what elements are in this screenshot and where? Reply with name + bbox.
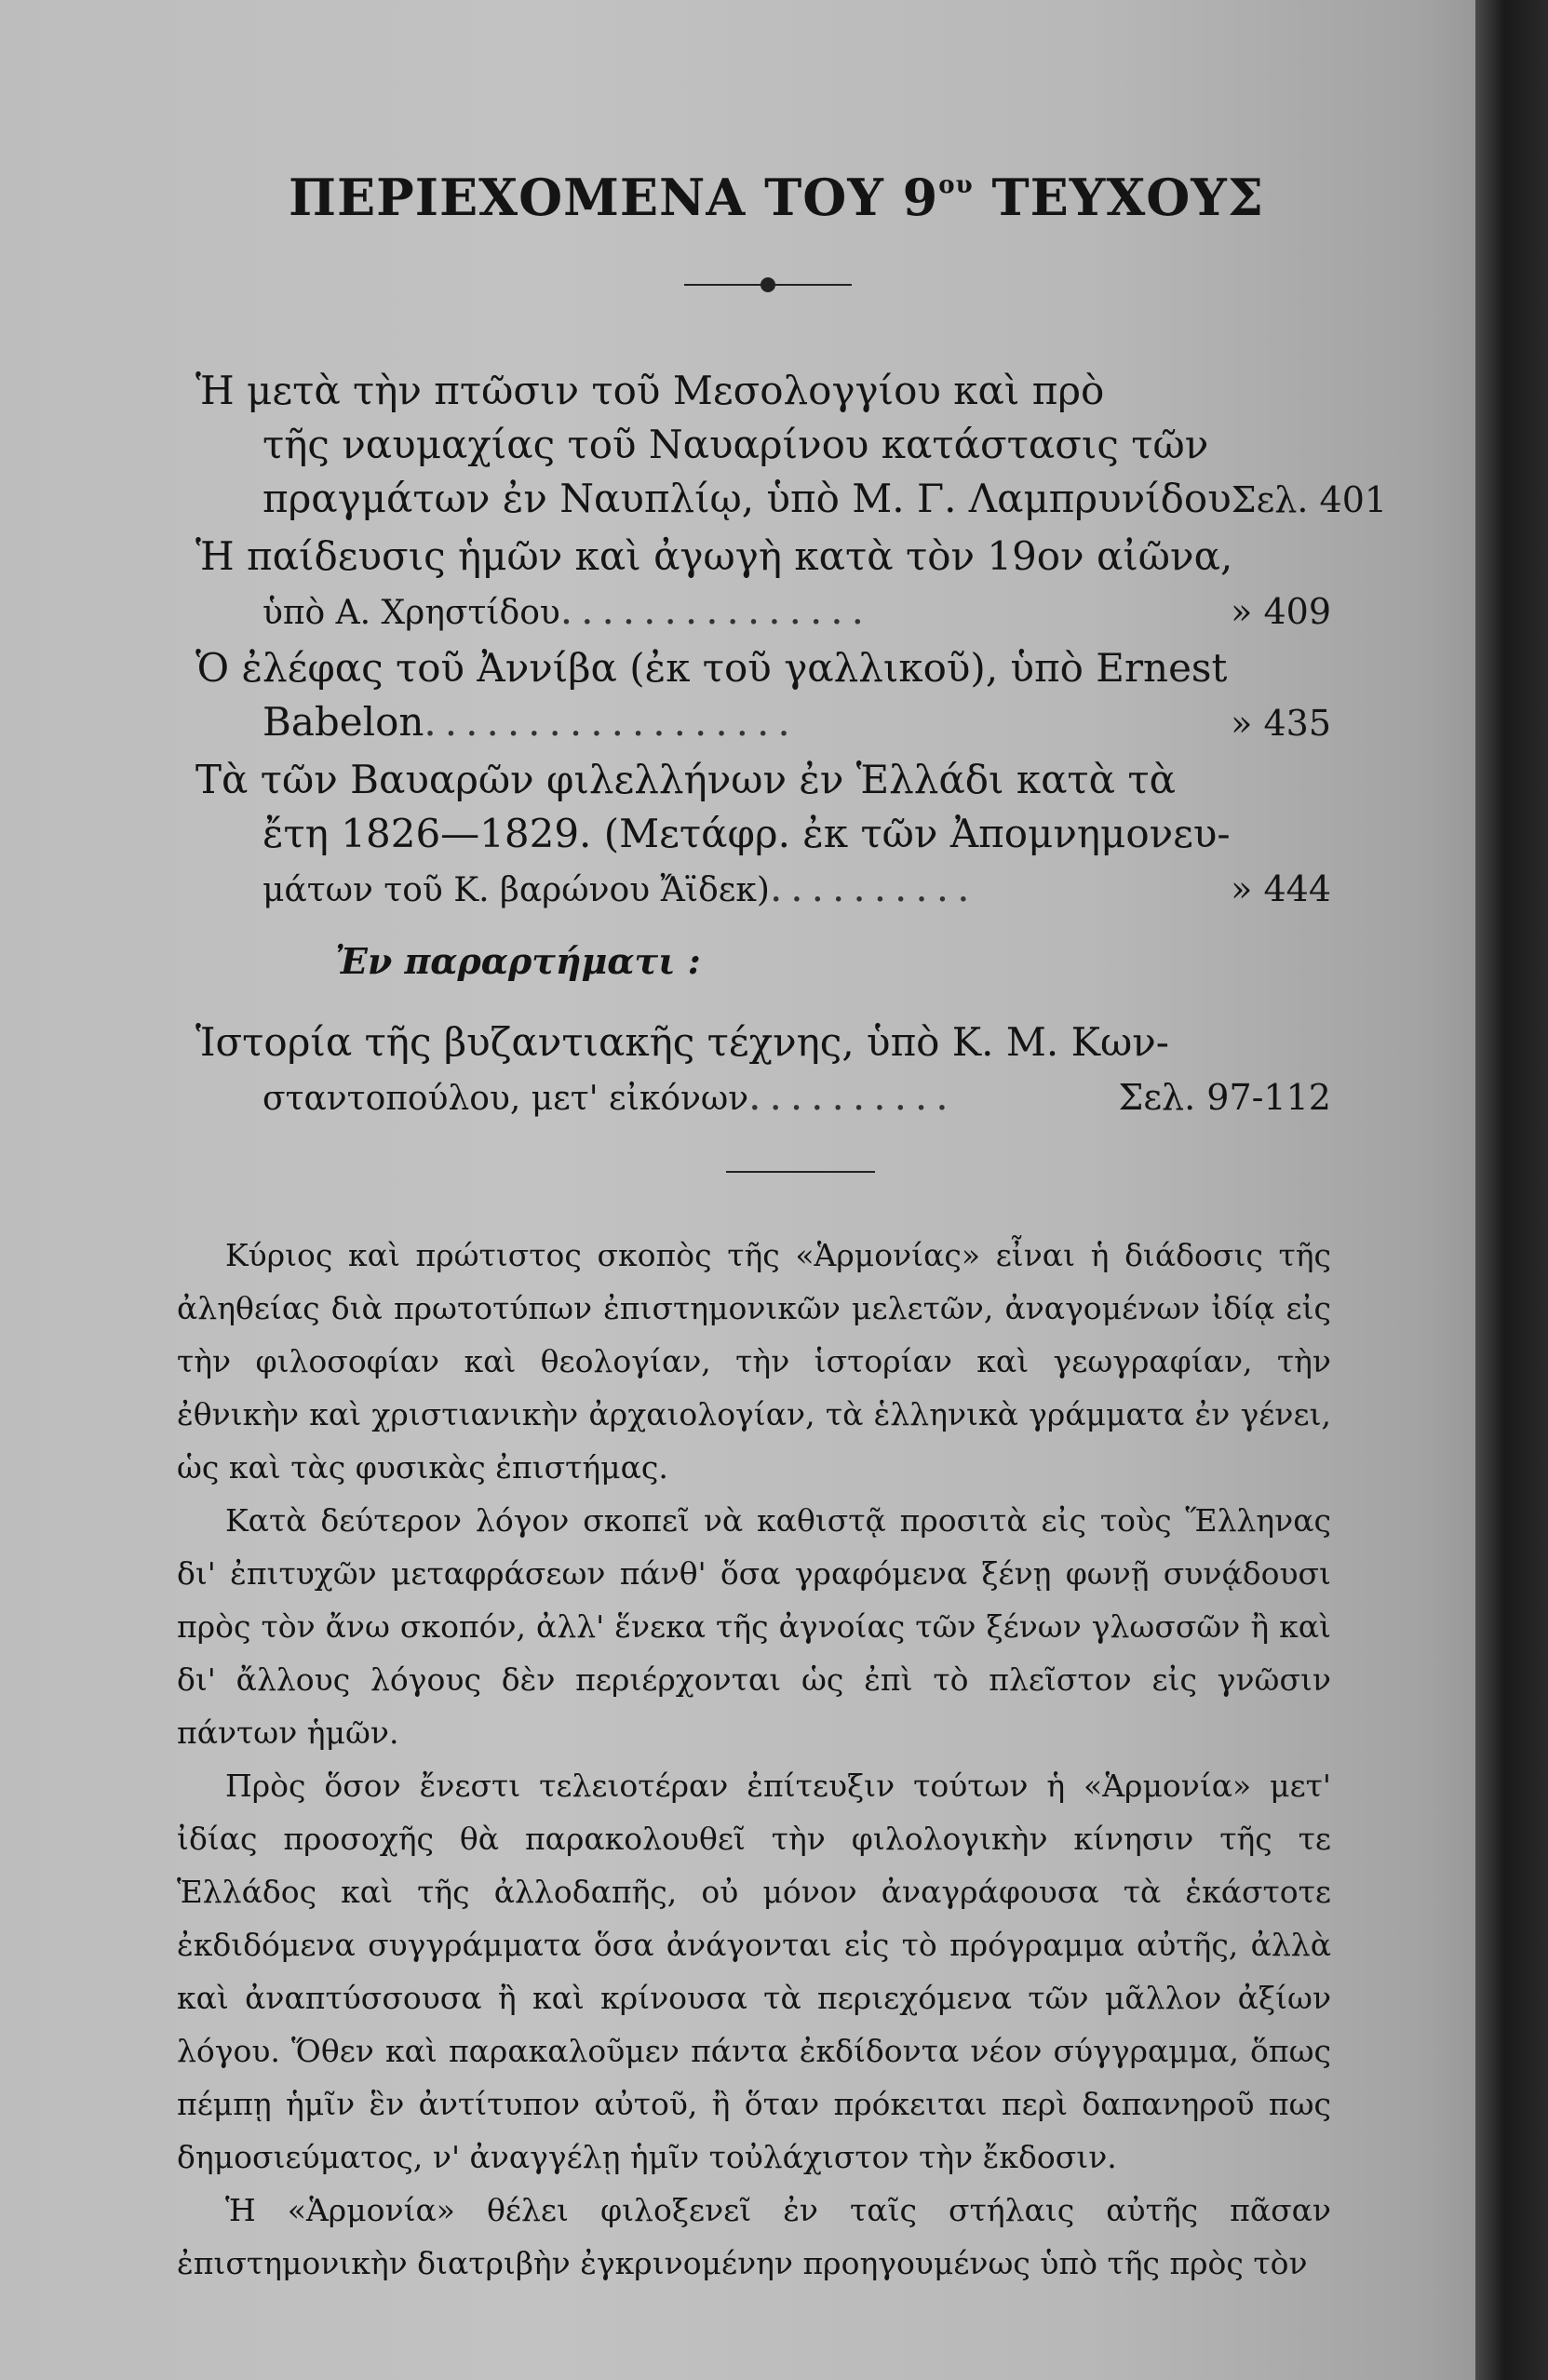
appendix-entry — [195, 1019, 1331, 1127]
toc-entry-text: τῆς ναυμαχίας τοῦ Ναυαρίνου κατάστασις τῶν — [262, 422, 1209, 467]
toc-entry — [195, 645, 1331, 753]
toc-entry-text: μάτων τοῦ Κ. βαρώνου Ἄϊδεκ) — [262, 871, 770, 909]
book-spine-shadow — [1475, 0, 1548, 2380]
toc-leader: .................. — [424, 699, 799, 745]
toc-leader: ............... — [559, 587, 873, 633]
toc-page-number: » 444 — [1231, 868, 1331, 909]
body-paragraph: Κύριος καὶ πρώτιστος σκοπὸς τῆς «Ἁρμονίας» εἶναι ἡ διάδοσις τῆς ἀληθείας διὰ πρωτοτύπων ἐπιστημονικῶν μελετῶν, ἀναγομένων ἰδίᾳ εἰς τὴν φιλοσοφίαν καὶ θεολογίαν, τὴν ἱστορίαν καὶ γεωγραφίαν, τὴν ἐθνικὴν καὶ χριστιανικὴν ἀρχαιολογίαν, τὰ ἑλληνικὰ γράμματα ἐν γένει, ὡς καὶ τὰς φυσικὰς ἐπιστήμας. — [177, 1237, 1331, 1486]
section-divider — [726, 1171, 875, 1173]
body-paragraph: Κατὰ δεύτερον λόγον σκοπεῖ νὰ καθιστᾷ προσιτὰ εἰς τοὺς Ἕλληνας δι' ἐπιτυχῶν μεταφράσεων πάνθ' ὅσα γραφόμενα ξένῃ φωνῇ συνᾴδουσι πρὸς τὸν ἄνω σκοπόν, ἀλλ' ἕνεκα τῆς ἀγνοίας τῶν ξένων γλωσσῶν ἢ καὶ δι' ἄλλους λόγους δὲν περιέρχονται ὡς ἐπὶ τὸ πλεῖστον εἰς γνῶσιν πάντων ἡμῶν. — [177, 1502, 1331, 1751]
toc-entry-text: Ἡ μετὰ τὴν πτῶσιν τοῦ Μεσολογγίου καὶ πρὸ — [195, 368, 1105, 413]
toc-page-number: » 435 — [1231, 703, 1331, 744]
title-main: ΠΕΡΙΕΧΟΜΕΝΑ ΤΟΥ 9 — [289, 168, 939, 227]
toc-page-number: Σελ. 401 — [1231, 479, 1388, 520]
toc-leader: .......... — [769, 865, 978, 910]
editorial-statement — [177, 1229, 1331, 2290]
toc-page-number: » 409 — [1231, 591, 1331, 632]
body-paragraph: Ἡ «Ἁρμονία» θέλει φιλοξενεῖ ἐν ταῖς στήλαις αὐτῆς πᾶσαν ἐπιστημονικὴν διατριβὴν ἐγκρινομένην προηγουμένως ὑπὸ τῆς πρὸς τὸν — [177, 2192, 1331, 2281]
page-title — [289, 168, 1266, 227]
appendix-heading: Ἐν παραρτήματι : — [335, 940, 701, 982]
toc-entry-text: ὑπὸ Α. Χρηστίδου — [262, 594, 560, 632]
table-of-contents — [195, 368, 1388, 922]
title-ornament — [684, 276, 852, 294]
toc-entry-text: πραγμάτων ἐν Ναυπλίῳ, ὑπὸ Μ. Γ. Λαμπρυνίδου — [262, 476, 1232, 521]
toc-entry-text: Τὰ τῶν Βαυαρῶν φιλελλήνων ἐν Ἑλλάδι κατὰ τὰ — [195, 757, 1176, 802]
toc-entry — [195, 757, 1331, 919]
appendix-page-range: Σελ. 97-112 — [1118, 1077, 1331, 1118]
toc-entry — [195, 533, 1331, 641]
title-tail: ΤΕΥΧΟΥΣ — [973, 168, 1264, 227]
appendix-leader: .......... — [748, 1073, 957, 1119]
toc-entry-text: Ὁ ἐλέφας τοῦ Ἀννίβα (ἐκ τοῦ γαλλικοῦ), ὑπὸ Ernest — [195, 645, 1228, 691]
toc-entry-text: Ἡ παίδευσις ἡμῶν καὶ ἀγωγὴ κατὰ τὸν 19ον αἰῶνα, — [195, 533, 1233, 579]
toc-entry-text: Babelon — [262, 699, 424, 745]
toc-entry-text: ἔτη 1826—1829. (Μετάφρ. ἐκ τῶν Ἀπομνημονευ- — [262, 811, 1231, 856]
title-ordinal-suffix: ου — [938, 171, 974, 199]
toc-entry — [195, 368, 1388, 530]
body-paragraph: Πρὸς ὅσον ἔνεστι τελειοτέραν ἐπίτευξιν τούτων ἡ «Ἁρμονία» μετ' ἰδίας προσοχῆς θὰ παρακολουθεῖ τὴν φιλολογικὴν κίνησιν τῆς τε Ἑλλάδος καὶ τῆς ἀλλοδαπῆς, οὐ μόνον ἀναγράφουσα τὰ ἑκάστοτε ἐκδιδόμενα συγγράμματα ὅσα ἀνάγονται εἰς τὸ πρόγραμμα αὐτῆς, ἀλλὰ καὶ ἀναπτύσσουσα ἢ καὶ κρίνουσα τὰ περιεχόμενα τῶν μᾶλλον ἀξίων λόγου. Ὅθεν καὶ παρακαλοῦμεν πάντα ἐκδίδοντα νέον σύγγραμμα, ὅπως πέμπῃ ἡμῖν ἓν ἀντίτυπον αὐτοῦ, ἢ ὅταν πρόκειται περὶ δαπανηροῦ πως δημοσιεύματος, ν' ἀναγγέλῃ ἡμῖν τοὐλάχιστον τὴν ἔκδοσιν. — [177, 1768, 1331, 2175]
appendix-entry-text: σταντοπούλου, μετ' εἰκόνων — [262, 1080, 749, 1118]
appendix-entry-text: Ἱστορία τῆς βυζαντιακῆς τέχνης, ὑπὸ Κ. Μ. Κων- — [195, 1019, 1169, 1065]
